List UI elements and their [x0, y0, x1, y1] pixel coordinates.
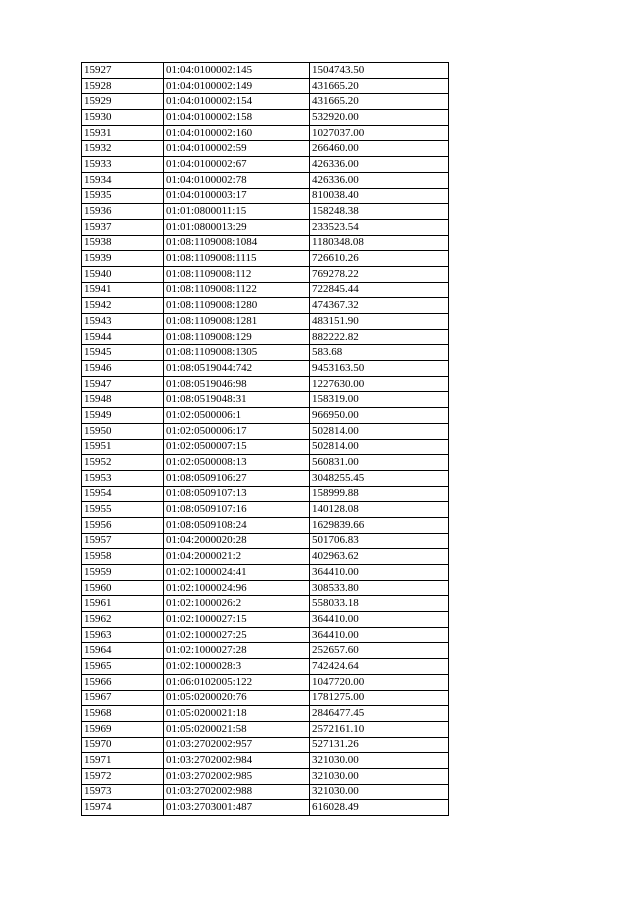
- table-row: [82, 282, 449, 298]
- row-number-cell: 15946: [82, 361, 164, 377]
- row-number-cell: 15965: [82, 659, 164, 675]
- row-number-cell: 15972: [82, 768, 164, 784]
- table-row: [82, 204, 449, 220]
- row-number-cell: 15960: [82, 580, 164, 596]
- row-number-cell: 15943: [82, 314, 164, 330]
- value-cell: 233523.54: [310, 219, 449, 235]
- row-number-cell: 15963: [82, 627, 164, 643]
- value-cell: 722845.44: [310, 282, 449, 298]
- value-cell: 158999.88: [310, 486, 449, 502]
- row-number-cell: 15967: [82, 690, 164, 706]
- table-body: [82, 63, 449, 816]
- value-cell: 2572161.10: [310, 721, 449, 737]
- cadastral-number-cell: 01:08:0519048:31: [164, 392, 310, 408]
- cadastral-number-cell: 01:08:0509107:16: [164, 502, 310, 518]
- value-cell: 532920.00: [310, 110, 449, 126]
- cadastral-number-cell: 01:02:1000028:3: [164, 659, 310, 675]
- value-cell: 1047720.00: [310, 674, 449, 690]
- table-row: [82, 596, 449, 612]
- cadastral-number-cell: 01:02:1000026:2: [164, 596, 310, 612]
- cadastral-number-cell: 01:04:0100002:145: [164, 63, 310, 79]
- cadastral-number-cell: 01:05:0200021:18: [164, 706, 310, 722]
- cadastral-number-cell: 01:04:0100002:154: [164, 94, 310, 110]
- value-cell: 426336.00: [310, 172, 449, 188]
- table-row: [82, 580, 449, 596]
- value-cell: 616028.49: [310, 800, 449, 816]
- row-number-cell: 15959: [82, 565, 164, 581]
- row-number-cell: 15937: [82, 219, 164, 235]
- value-cell: 158319.00: [310, 392, 449, 408]
- table-row: [82, 361, 449, 377]
- value-cell: 1629839.66: [310, 517, 449, 533]
- table-row: [82, 125, 449, 141]
- cadastral-number-cell: 01:08:1109008:1122: [164, 282, 310, 298]
- table-row: [82, 486, 449, 502]
- row-number-cell: 15951: [82, 439, 164, 455]
- row-number-cell: 15944: [82, 329, 164, 345]
- table-row: [82, 502, 449, 518]
- row-number-cell: 15964: [82, 643, 164, 659]
- cadastral-number-cell: 01:05:0200020:76: [164, 690, 310, 706]
- value-cell: 502814.00: [310, 439, 449, 455]
- row-number-cell: 15933: [82, 157, 164, 173]
- cadastral-number-cell: 01:03:2702002:957: [164, 737, 310, 753]
- row-number-cell: 15966: [82, 674, 164, 690]
- table-row: [82, 784, 449, 800]
- row-number-cell: 15935: [82, 188, 164, 204]
- table-row: [82, 408, 449, 424]
- value-cell: 364410.00: [310, 565, 449, 581]
- cadastral-number-cell: 01:03:2702002:985: [164, 768, 310, 784]
- row-number-cell: 15961: [82, 596, 164, 612]
- row-number-cell: 15927: [82, 63, 164, 79]
- cadastral-number-cell: 01:04:2000020:28: [164, 533, 310, 549]
- cadastral-number-cell: 01:08:1109008:1281: [164, 314, 310, 330]
- value-cell: 742424.64: [310, 659, 449, 675]
- value-cell: 966950.00: [310, 408, 449, 424]
- cadastral-number-cell: 01:02:0500006:17: [164, 423, 310, 439]
- cadastral-number-cell: 01:03:2702002:988: [164, 784, 310, 800]
- table-row: [82, 612, 449, 628]
- cadastral-number-cell: 01:01:0800011:15: [164, 204, 310, 220]
- row-number-cell: 15954: [82, 486, 164, 502]
- cadastral-number-cell: 01:08:1109008:1305: [164, 345, 310, 361]
- value-cell: 426336.00: [310, 157, 449, 173]
- table-row: [82, 188, 449, 204]
- table-row: [82, 768, 449, 784]
- table-row: [82, 800, 449, 816]
- value-cell: 1227630.00: [310, 376, 449, 392]
- value-cell: 769278.22: [310, 266, 449, 282]
- value-cell: 1180348.08: [310, 235, 449, 251]
- value-cell: 810038.40: [310, 188, 449, 204]
- cadastral-number-cell: 01:08:0509108:24: [164, 517, 310, 533]
- value-cell: 321030.00: [310, 753, 449, 769]
- row-number-cell: 15942: [82, 298, 164, 314]
- table-row: [82, 141, 449, 157]
- value-cell: 501706.83: [310, 533, 449, 549]
- value-cell: 483151.90: [310, 314, 449, 330]
- value-cell: 252657.60: [310, 643, 449, 659]
- row-number-cell: 15956: [82, 517, 164, 533]
- table-row: [82, 345, 449, 361]
- value-cell: 583.68: [310, 345, 449, 361]
- table-row: [82, 470, 449, 486]
- row-number-cell: 15939: [82, 251, 164, 267]
- cadastral-number-cell: 01:08:0509107:13: [164, 486, 310, 502]
- row-number-cell: 15958: [82, 549, 164, 565]
- row-number-cell: 15957: [82, 533, 164, 549]
- table-row: [82, 94, 449, 110]
- row-number-cell: 15970: [82, 737, 164, 753]
- cadastral-number-cell: 01:02:1000024:41: [164, 565, 310, 581]
- data-table: [81, 62, 449, 816]
- table-row: [82, 251, 449, 267]
- row-number-cell: 15940: [82, 266, 164, 282]
- table-row: [82, 110, 449, 126]
- cadastral-number-cell: 01:02:1000027:25: [164, 627, 310, 643]
- row-number-cell: 15928: [82, 78, 164, 94]
- value-cell: 527131.26: [310, 737, 449, 753]
- value-cell: 2846477.45: [310, 706, 449, 722]
- cadastral-number-cell: 01:04:0100002:149: [164, 78, 310, 94]
- table-row: [82, 439, 449, 455]
- table-row: [82, 78, 449, 94]
- cadastral-number-cell: 01:02:1000027:28: [164, 643, 310, 659]
- table-row: [82, 721, 449, 737]
- cadastral-number-cell: 01:08:0519044:742: [164, 361, 310, 377]
- table-row: [82, 455, 449, 471]
- cadastral-number-cell: 01:08:1109008:112: [164, 266, 310, 282]
- value-cell: 1781275.00: [310, 690, 449, 706]
- table-row: [82, 235, 449, 251]
- cadastral-number-cell: 01:08:0519046:98: [164, 376, 310, 392]
- table-row: [82, 298, 449, 314]
- table-row: [82, 643, 449, 659]
- value-cell: 402963.62: [310, 549, 449, 565]
- row-number-cell: 15941: [82, 282, 164, 298]
- cadastral-number-cell: 01:04:0100003:17: [164, 188, 310, 204]
- row-number-cell: 15973: [82, 784, 164, 800]
- row-number-cell: 15952: [82, 455, 164, 471]
- cadastral-number-cell: 01:02:0500006:1: [164, 408, 310, 424]
- value-cell: 140128.08: [310, 502, 449, 518]
- value-cell: 431665.20: [310, 78, 449, 94]
- value-cell: 3048255.45: [310, 470, 449, 486]
- value-cell: 364410.00: [310, 612, 449, 628]
- cadastral-number-cell: 01:08:1109008:1115: [164, 251, 310, 267]
- table-row: [82, 659, 449, 675]
- value-cell: 431665.20: [310, 94, 449, 110]
- table-row: [82, 517, 449, 533]
- row-number-cell: 15932: [82, 141, 164, 157]
- table-row: [82, 157, 449, 173]
- table-row: [82, 737, 449, 753]
- row-number-cell: 15931: [82, 125, 164, 141]
- cadastral-number-cell: 01:04:2000021:2: [164, 549, 310, 565]
- table-row: [82, 627, 449, 643]
- cadastral-number-cell: 01:03:2703001:487: [164, 800, 310, 816]
- cadastral-number-cell: 01:02:0500007:15: [164, 439, 310, 455]
- cadastral-number-cell: 01:02:1000027:15: [164, 612, 310, 628]
- value-cell: 266460.00: [310, 141, 449, 157]
- table-row: [82, 376, 449, 392]
- table-row: [82, 423, 449, 439]
- row-number-cell: 15947: [82, 376, 164, 392]
- cadastral-number-cell: 01:01:0800013:29: [164, 219, 310, 235]
- table-row: [82, 706, 449, 722]
- table-row: [82, 565, 449, 581]
- value-cell: 1504743.50: [310, 63, 449, 79]
- value-cell: 474367.32: [310, 298, 449, 314]
- value-cell: 321030.00: [310, 784, 449, 800]
- cadastral-number-cell: 01:03:2702002:984: [164, 753, 310, 769]
- cadastral-number-cell: 01:02:0500008:13: [164, 455, 310, 471]
- cadastral-number-cell: 01:08:1109008:129: [164, 329, 310, 345]
- cadastral-number-cell: 01:05:0200021:58: [164, 721, 310, 737]
- table-row: [82, 314, 449, 330]
- row-number-cell: 15962: [82, 612, 164, 628]
- value-cell: 308533.80: [310, 580, 449, 596]
- cadastral-number-cell: 01:04:0100002:59: [164, 141, 310, 157]
- table-row: [82, 172, 449, 188]
- row-number-cell: 15955: [82, 502, 164, 518]
- value-cell: 364410.00: [310, 627, 449, 643]
- table-row: [82, 63, 449, 79]
- table-row: [82, 329, 449, 345]
- cadastral-number-cell: 01:02:1000024:96: [164, 580, 310, 596]
- row-number-cell: 15938: [82, 235, 164, 251]
- cadastral-number-cell: 01:04:0100002:78: [164, 172, 310, 188]
- value-cell: 726610.26: [310, 251, 449, 267]
- cadastral-number-cell: 01:06:0102005:122: [164, 674, 310, 690]
- row-number-cell: 15936: [82, 204, 164, 220]
- table-row: [82, 219, 449, 235]
- row-number-cell: 15934: [82, 172, 164, 188]
- row-number-cell: 15948: [82, 392, 164, 408]
- table-row: [82, 690, 449, 706]
- cadastral-number-cell: 01:04:0100002:67: [164, 157, 310, 173]
- row-number-cell: 15929: [82, 94, 164, 110]
- value-cell: 9453163.50: [310, 361, 449, 377]
- value-cell: 882222.82: [310, 329, 449, 345]
- cadastral-number-cell: 01:08:1109008:1280: [164, 298, 310, 314]
- row-number-cell: 15971: [82, 753, 164, 769]
- table-row: [82, 533, 449, 549]
- row-number-cell: 15945: [82, 345, 164, 361]
- row-number-cell: 15950: [82, 423, 164, 439]
- table-row: [82, 392, 449, 408]
- cadastral-number-cell: 01:08:0509106:27: [164, 470, 310, 486]
- row-number-cell: 15953: [82, 470, 164, 486]
- value-cell: 158248.38: [310, 204, 449, 220]
- value-cell: 560831.00: [310, 455, 449, 471]
- table-row: [82, 753, 449, 769]
- row-number-cell: 15974: [82, 800, 164, 816]
- cadastral-number-cell: 01:08:1109008:1084: [164, 235, 310, 251]
- value-cell: 1027037.00: [310, 125, 449, 141]
- table-row: [82, 266, 449, 282]
- row-number-cell: 15968: [82, 706, 164, 722]
- cadastral-number-cell: 01:04:0100002:160: [164, 125, 310, 141]
- row-number-cell: 15969: [82, 721, 164, 737]
- row-number-cell: 15930: [82, 110, 164, 126]
- table-row: [82, 549, 449, 565]
- cadastral-number-cell: 01:04:0100002:158: [164, 110, 310, 126]
- value-cell: 321030.00: [310, 768, 449, 784]
- row-number-cell: 15949: [82, 408, 164, 424]
- value-cell: 558033.18: [310, 596, 449, 612]
- table-row: [82, 674, 449, 690]
- value-cell: 502814.00: [310, 423, 449, 439]
